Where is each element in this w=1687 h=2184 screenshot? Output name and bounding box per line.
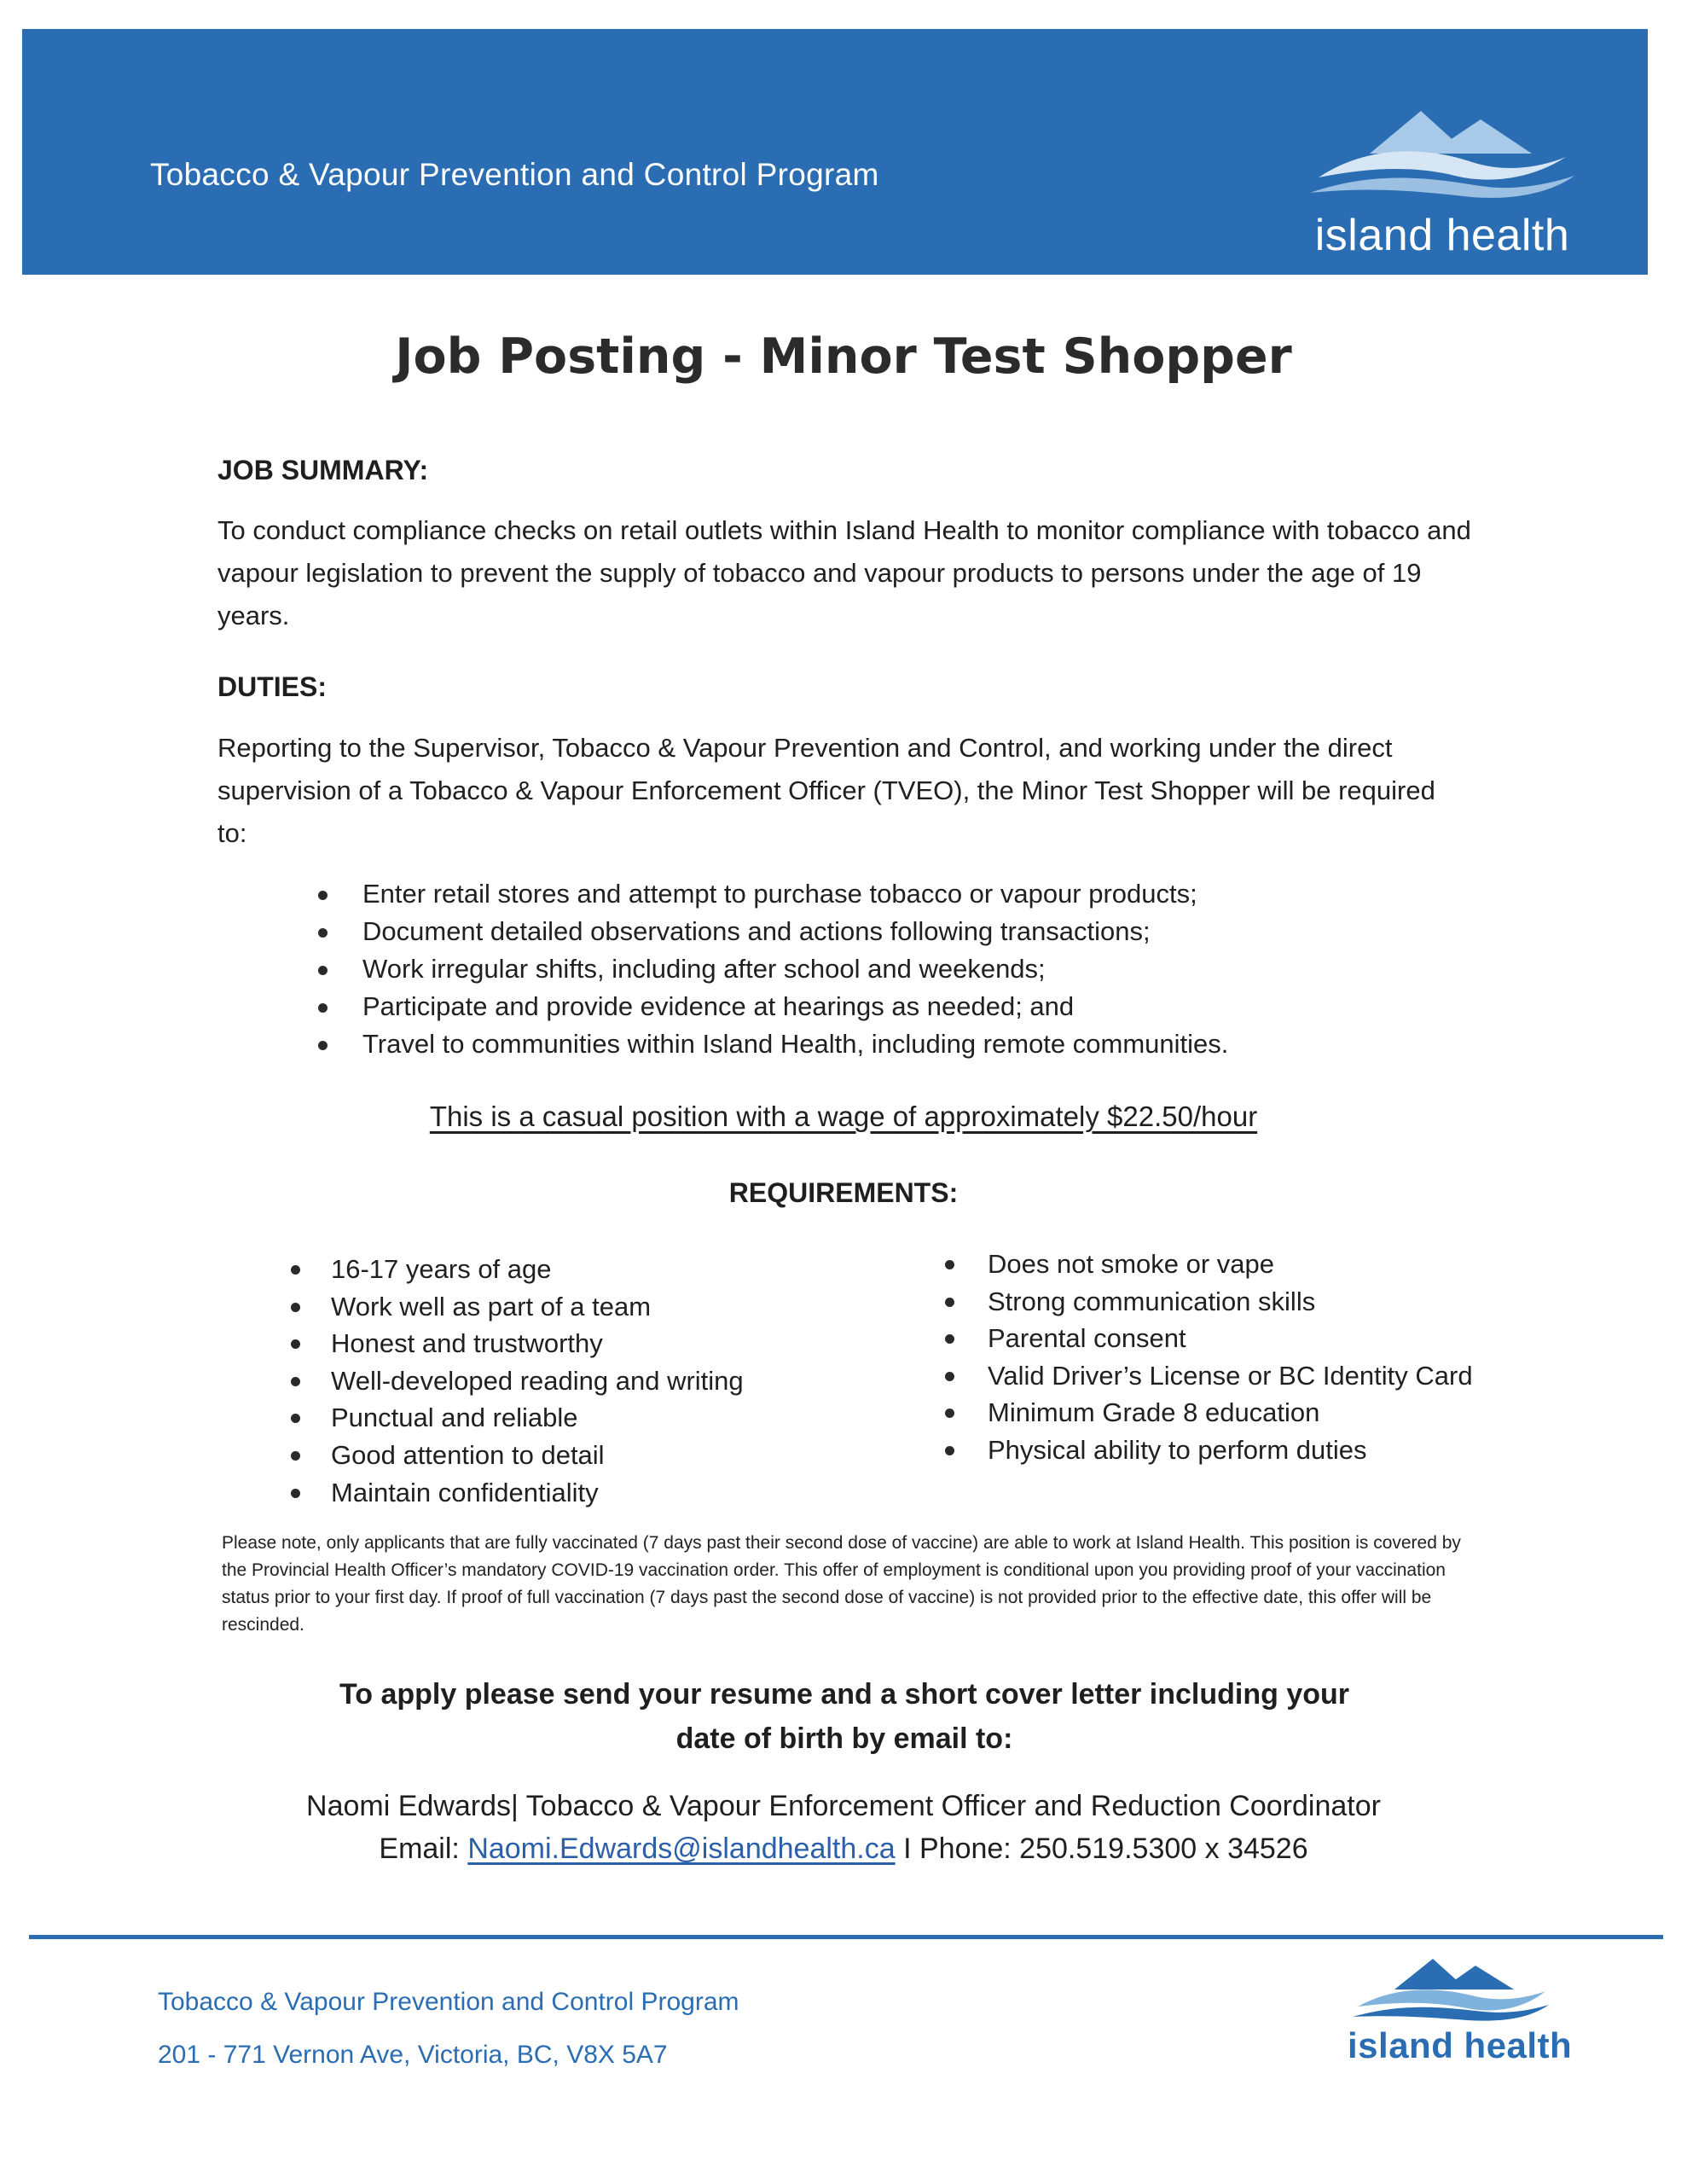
vaccination-note: Please note, only applicants that are fully vaccinated (7 days past their second dose of vaccine) are able to work at Island Health. This position is covered by the Provincial Health Officer’s mandatory COVID-19 vaccination order. This offer of employment is conditional upon you providing proof of your vaccination status prior to your first day. If proof of full vaccination (7 days past the second dose of vaccine) is not provided prior to the effective date, this offer will be rescinded.	[222, 1533, 1461, 1635]
list-item: Travel to communities within Island Health, including remote communities.	[362, 1025, 1228, 1063]
footer-logo-text: island health	[1348, 2025, 1573, 2065]
page-title: Job Posting - Minor Test Shopper	[395, 328, 1292, 385]
footer-program-name: Tobacco & Vapour Prevention and Control Program	[158, 1988, 739, 2016]
list-item: Maintain confidentiality	[331, 1474, 744, 1512]
requirements-left-list	[331, 1251, 744, 1511]
duties-heading: DUTIES:	[217, 671, 327, 702]
list-item: Honest and trustworthy	[331, 1325, 744, 1362]
email-link[interactable]: Naomi.Edwards@islandhealth.ca	[467, 1833, 896, 1865]
list-item: Participate and provide evidence at hearings as needed; and	[362, 988, 1228, 1025]
mountain-logo-icon	[1348, 1954, 1552, 2022]
job-summary-heading: JOB SUMMARY:	[217, 455, 429, 485]
wage-statement	[0, 1101, 1687, 1133]
list-item: Physical ability to perform duties	[988, 1432, 1473, 1469]
email-label: Email:	[379, 1833, 468, 1865]
contact-email-line	[0, 1833, 1687, 1866]
list-item: Work irregular shifts, including after school and weekends;	[362, 950, 1228, 988]
header-band	[22, 29, 1648, 275]
requirements-right-list	[988, 1246, 1473, 1469]
duties-list	[362, 875, 1228, 1063]
list-item: Minimum Grade 8 education	[988, 1394, 1473, 1432]
job-summary-text: To conduct compliance checks on retail outlets within Island Health to monitor compliance with tobacco and vapour legislation to prevent the supply of tobacco and vapour products to persons under the age of 19 years.	[217, 515, 1471, 630]
requirements-heading: REQUIREMENTS:	[728, 1177, 959, 1208]
apply-line-1: To apply please send your resume and a short cover letter including your	[339, 1678, 1349, 1711]
list-item: Parental consent	[988, 1320, 1473, 1357]
island-health-logo	[1301, 101, 1583, 261]
list-item: Valid Driver’s License or BC Identity Card	[988, 1357, 1473, 1395]
footer-address: 201 - 771 Vernon Ave, Victoria, BC, V8X 5A7	[158, 2041, 668, 2069]
footer-logo	[1348, 1954, 1573, 2066]
duties-intro: Reporting to the Supervisor, Tobacco & Vapour Prevention and Control, and working under the direct supervision of a Tobacco & Vapour Enforcement Officer (TVEO), the Minor Test Shopper will be required to:	[217, 733, 1435, 848]
apply-instructions	[324, 1672, 1365, 1761]
contact-name-line: Naomi Edwards| Tobacco & Vapour Enforcement Officer and Reduction Coordinator	[306, 1790, 1381, 1822]
mountain-logo-icon	[1301, 101, 1583, 203]
list-item: Punctual and reliable	[331, 1399, 744, 1437]
phone-text: I Phone: 250.519.5300 x 34526	[895, 1833, 1308, 1865]
list-item: Good attention to detail	[331, 1437, 744, 1474]
list-item: Document detailed observations and actions following transactions;	[362, 913, 1228, 950]
list-item: 16-17 years of age	[331, 1251, 744, 1288]
list-item: Work well as part of a team	[331, 1288, 744, 1326]
list-item: Enter retail stores and attempt to purchase tobacco or vapour products;	[362, 875, 1228, 913]
list-item: Strong communication skills	[988, 1283, 1473, 1321]
wage-text: This is a casual position with a wage of approximately $22.50/hour	[429, 1101, 1258, 1132]
footer-divider	[29, 1935, 1663, 1939]
list-item: Well-developed reading and writing	[331, 1362, 744, 1400]
header-program-name: Tobacco & Vapour Prevention and Control Program	[150, 157, 879, 192]
apply-line-2: date of birth by email to:	[675, 1722, 1013, 1755]
logo-text: island health	[1314, 211, 1570, 260]
list-item: Does not smoke or vape	[988, 1246, 1473, 1283]
